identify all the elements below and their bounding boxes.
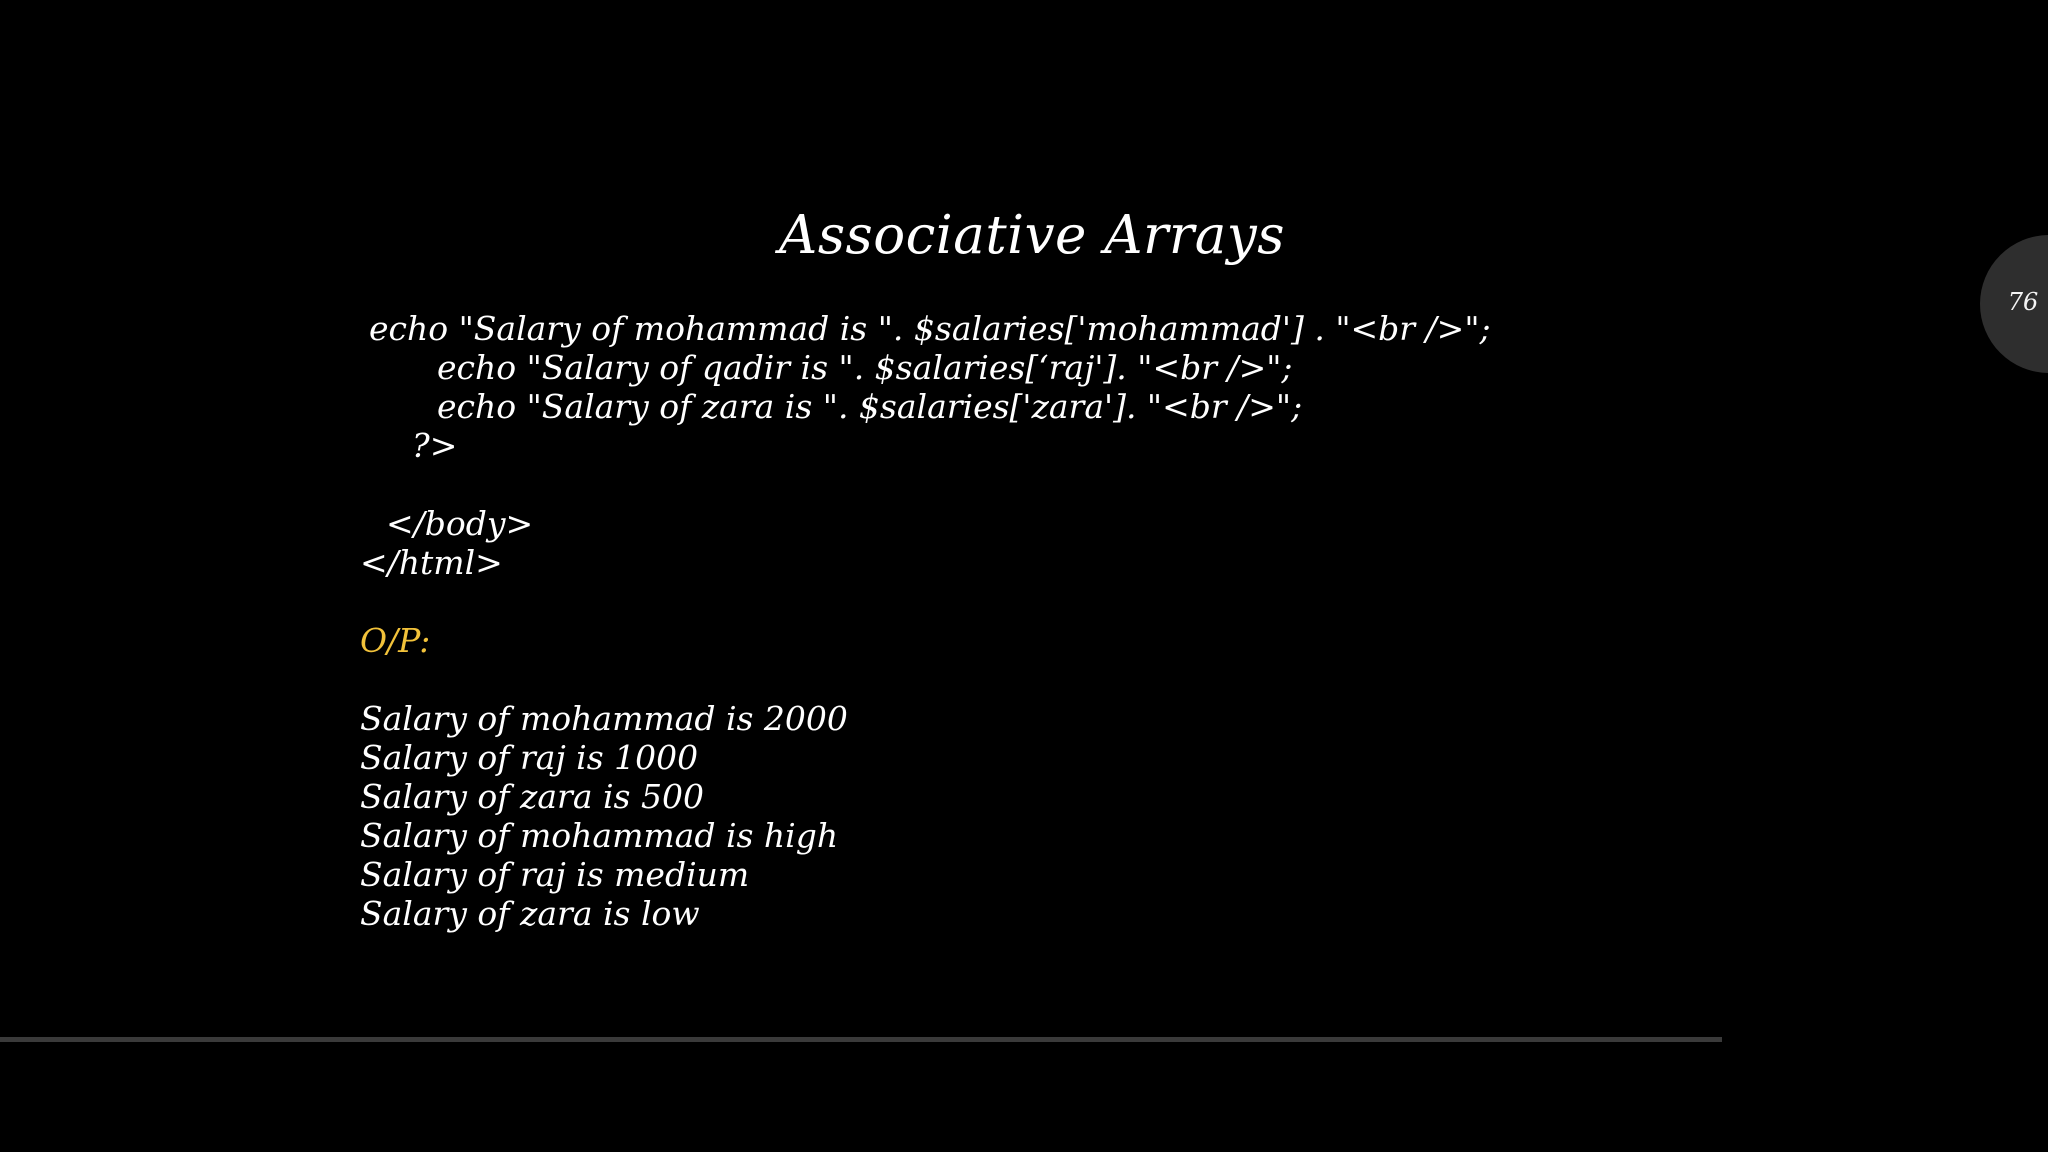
output-line: Salary of raj is medium [360,855,750,894]
footer-divider [0,1037,1722,1042]
code-line-html-close: </html> [360,543,503,582]
slide-title: Associative Arrays [779,205,1285,266]
code-line-echo-qadir: echo "Salary of qadir is ". $salaries[‘raj']. "<br />"; [437,348,1293,387]
code-line-php-close: ?> [412,426,458,465]
page-number: 76 [2007,288,2039,316]
code-line-body-close: </body> [386,504,534,543]
output-line: Salary of raj is 1000 [360,738,699,777]
output-label: O/P: [360,621,431,660]
output-line: Salary of zara is 500 [360,777,704,816]
code-line-echo-mohammad: echo "Salary of mohammad is ". $salaries['mohammad'] . "<br />"; [369,309,1491,348]
output-line: Salary of mohammad is 2000 [360,699,848,738]
output-line: Salary of zara is low [360,894,700,933]
output-line: Salary of mohammad is high [360,816,839,855]
code-line-echo-zara: echo "Salary of zara is ". $salaries['zara']. "<br />"; [437,387,1303,426]
